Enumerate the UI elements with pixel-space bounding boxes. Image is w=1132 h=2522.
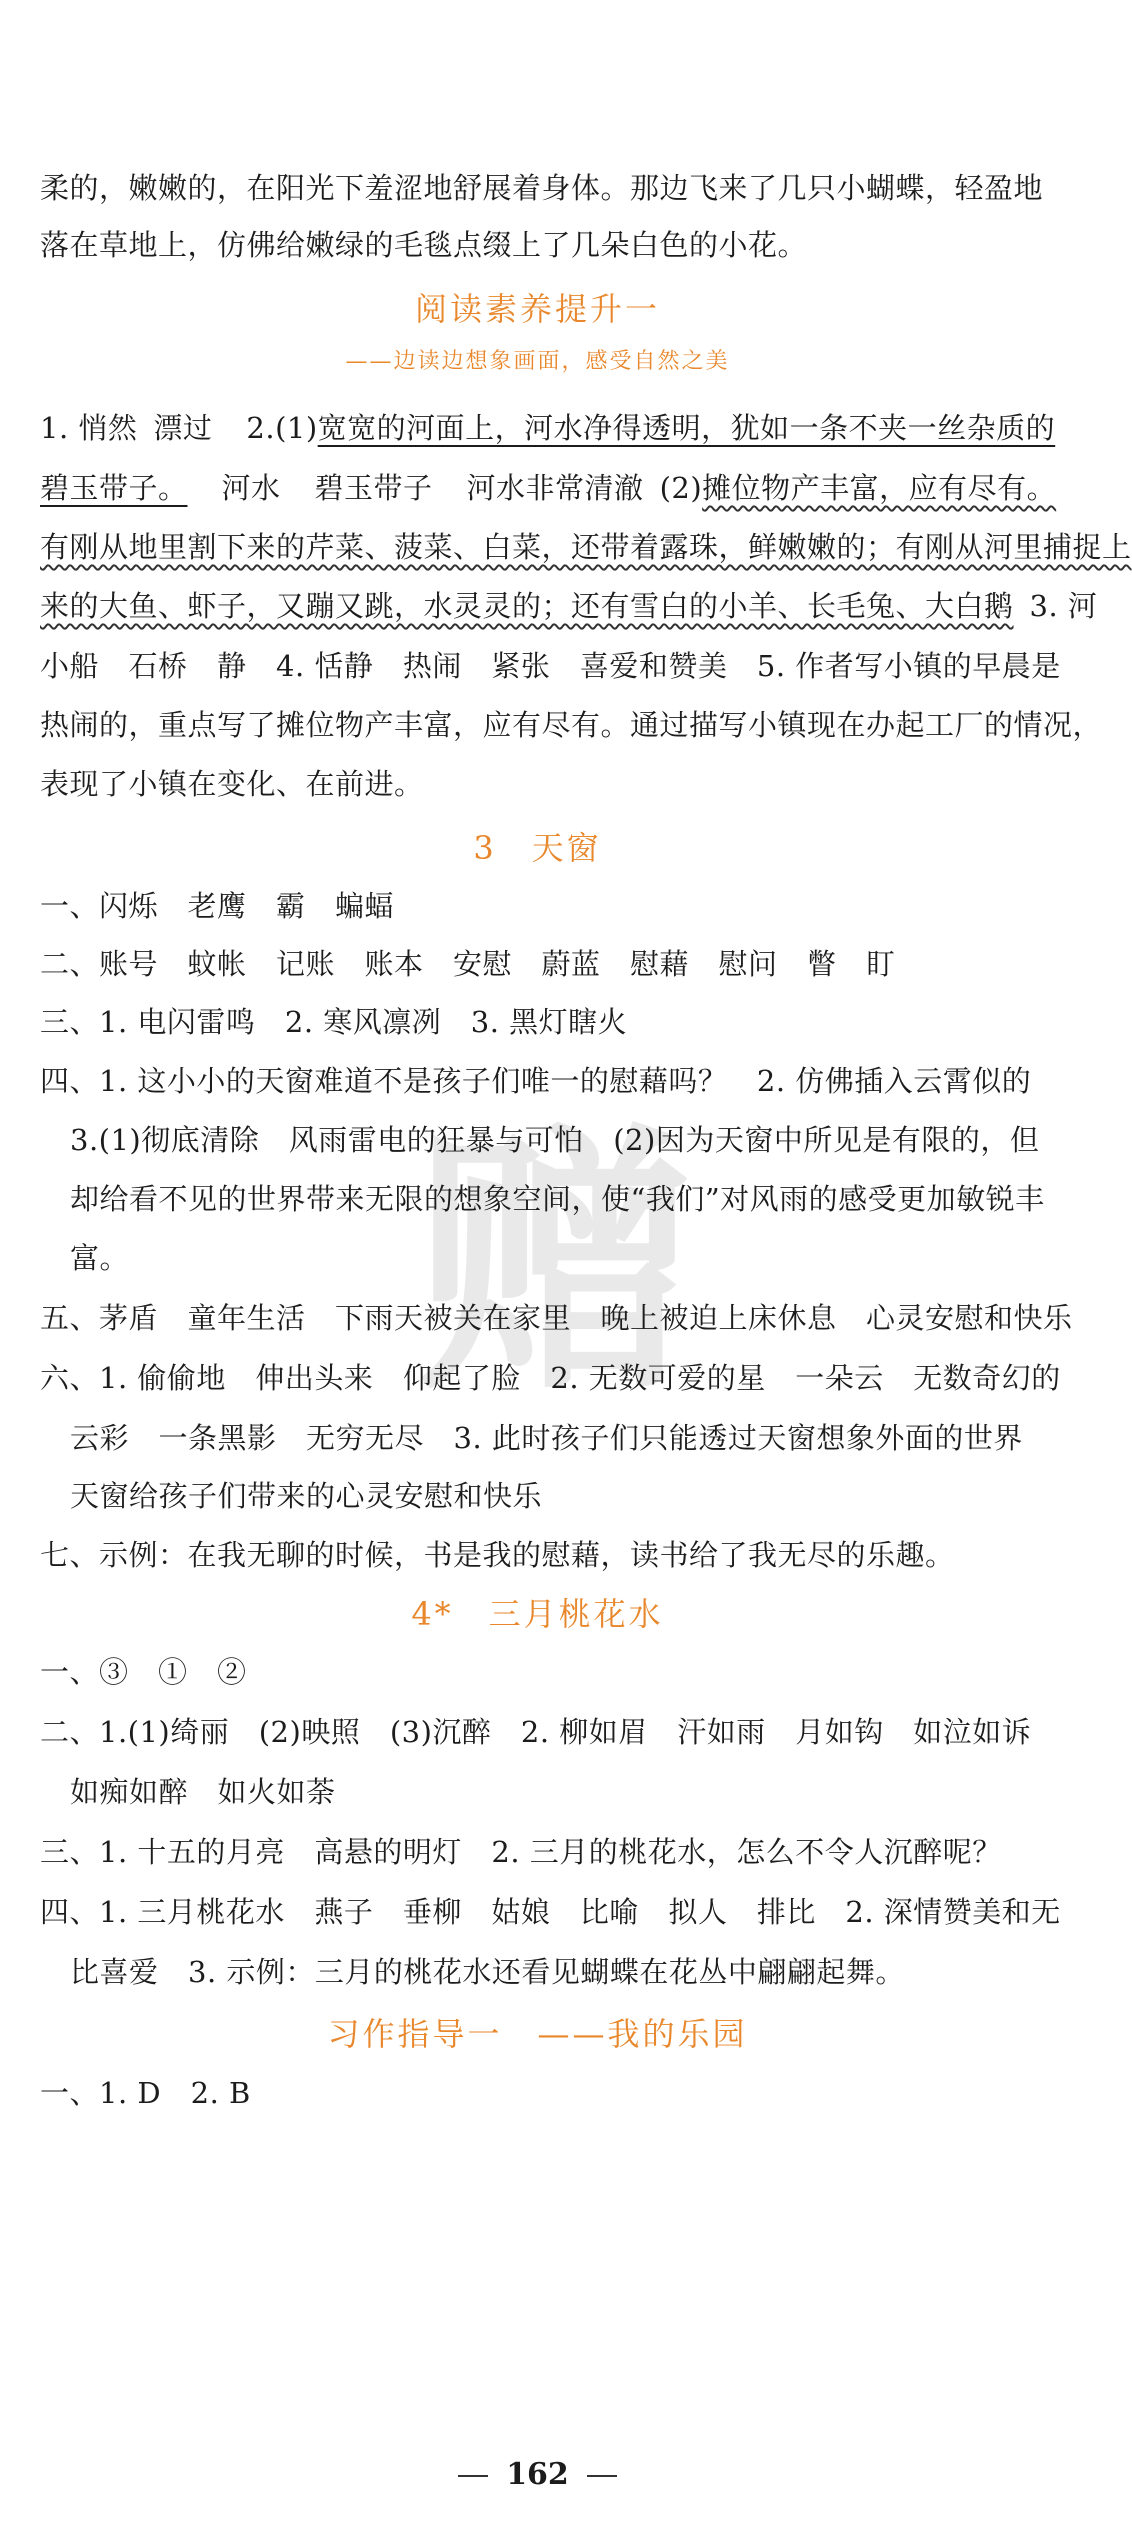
lesson4-line-6: 比喜爱 3. 示例：三月的桃花水还看见蝴蝶在花丛中翩翩起舞。 xyxy=(70,1955,905,1989)
watermark-stamp: 赠 xyxy=(415,1102,695,1428)
lesson3-line-2: 二、账号 蚊帐 记账 账本 安慰 蔚蓝 慰藉 慰问 瞥 盯 xyxy=(40,947,896,981)
answer-text: 河水 xyxy=(221,471,281,505)
section-subtitle-reading: ——边读边想象画面，感受自然之美 xyxy=(345,349,730,374)
reading-line-3 xyxy=(40,527,1132,567)
lesson3-line-11: 天窗给孩子们带来的心灵安慰和快乐 xyxy=(70,1479,543,1513)
lesson3-line-1: 一、闪烁 老鹰 霸 蝙蝠 xyxy=(40,889,395,923)
section-title-lesson-4: 4* 三月桃花水 xyxy=(411,1595,664,1633)
lesson4-line-2: 二、1.(1)绮丽 (2)映照 (3)沉醉 2. 柳如眉 汗如雨 月如钩 如泣如诉 xyxy=(40,1715,1032,1749)
answer-text: 河水非常清澈 xyxy=(466,471,644,505)
answer-text: 碧玉带子 xyxy=(314,471,433,505)
lesson3-line-12: 七、示例：在我无聊的时候，书是我的慰藉，读书给了我无尽的乐趣。 xyxy=(40,1538,955,1572)
lesson4-line-3: 如痴如醉 如火如荼 xyxy=(70,1775,336,1809)
lesson4-line-4: 三、1. 十五的月亮 高悬的明灯 2. 三月的桃花水，怎么不令人沉醉呢？ xyxy=(40,1835,1002,1869)
section-title-writing: 习作指导一 ——我的乐园 xyxy=(327,2015,748,2053)
reading-line-5: 小船 石桥 静 4. 恬静 热闹 紧张 喜爱和赞美 5. 作者写小镇的早晨是 xyxy=(40,649,1061,683)
answer-text: 3. 河 xyxy=(1029,589,1098,623)
answer-text: (2) xyxy=(659,471,703,505)
section-title-lesson-3: 3 天窗 xyxy=(473,829,602,867)
reading-line-6: 热闹的，重点写了摊位物产丰富，应有尽有。通过描写小镇现在办起工厂的情况， xyxy=(40,708,1103,742)
lesson3-line-4: 四、1. 这小小的天窗难道不是孩子们唯一的慰藉吗？ 2. 仿佛插入云霄似的 xyxy=(40,1064,1032,1098)
lesson3-line-6: 却给看不见的世界带来无限的想象空间，使“我们”对风雨的感受更加敏锐丰 xyxy=(70,1182,1045,1216)
writing-line-1: 一、1. D 2. B xyxy=(40,2076,251,2110)
answer-text: 漂过 xyxy=(153,411,213,445)
reading-line-1 xyxy=(40,408,1056,448)
intro-line-1: 柔的，嫩嫩的，在阳光下羞涩地舒展着身体。那边飞来了几只小蝴蝶，轻盈地 xyxy=(40,171,1044,205)
lesson3-line-5: 3.(1)彻底清除 风雨雷电的狂暴与可怕 (2)因为天窗中所见是有限的，但 xyxy=(70,1123,1040,1157)
reading-line-4 xyxy=(40,586,1098,626)
lesson4-line-5: 四、1. 三月桃花水 燕子 垂柳 姑娘 比喻 拟人 排比 2. 深情赞美和无 xyxy=(40,1895,1061,1929)
answer-text: 1. 悄然 xyxy=(40,411,138,445)
intro-line-2: 落在草地上，仿佛给嫩绿的毛毯点缀上了几朵白色的小花。 xyxy=(40,228,808,262)
lesson3-line-9: 六、1. 偷偷地 伸出头来 仰起了脸 2. 无数可爱的星 一朵云 无数奇幻的 xyxy=(40,1361,1061,1395)
page-number xyxy=(0,2455,1075,2495)
lesson3-line-7: 富。 xyxy=(70,1241,130,1275)
underlined-sentence: 宽宽的河面上，河水净得透明，犹如一条不夹一丝杂质的 xyxy=(317,411,1056,445)
wavy-underlined-sentence: 有刚从地里割下来的芹菜、菠菜、白菜，还带着露珠，鲜嫩嫩的；有刚从河里捕捉上 xyxy=(40,530,1132,564)
page-number-dash xyxy=(458,2475,488,2477)
answer-text: 2.(1) xyxy=(246,411,318,445)
wavy-underlined-sentence: 摊位物产丰富，应有尽有。 xyxy=(702,471,1057,505)
reading-line-7: 表现了小镇在变化、在前进。 xyxy=(40,767,424,801)
page-number-text: 162 xyxy=(506,2457,569,2492)
lesson3-line-10: 云彩 一条黑影 无穷无尽 3. 此时孩子们只能透过天窗想象外面的世界 xyxy=(70,1421,1023,1455)
reading-line-2 xyxy=(40,468,1057,508)
wavy-underlined-sentence: 来的大鱼、虾子，又蹦又跳，水灵灵的；还有雪白的小羊、长毛兔、大白鹅 xyxy=(40,589,1014,623)
underlined-sentence: 碧玉带子。 xyxy=(40,471,188,505)
section-title-reading: 阅读素养提升一 xyxy=(414,290,660,328)
lesson3-line-8: 五、茅盾 童年生活 下雨天被关在家里 晚上被迫上床休息 心灵安慰和快乐 xyxy=(40,1301,1073,1335)
lesson3-line-3: 三、1. 电闪雷鸣 2. 寒风凛冽 3. 黑灯瞎火 xyxy=(40,1005,628,1039)
page-number-dash xyxy=(587,2475,617,2477)
lesson4-line-1: 一、③ ① ② xyxy=(40,1655,247,1689)
